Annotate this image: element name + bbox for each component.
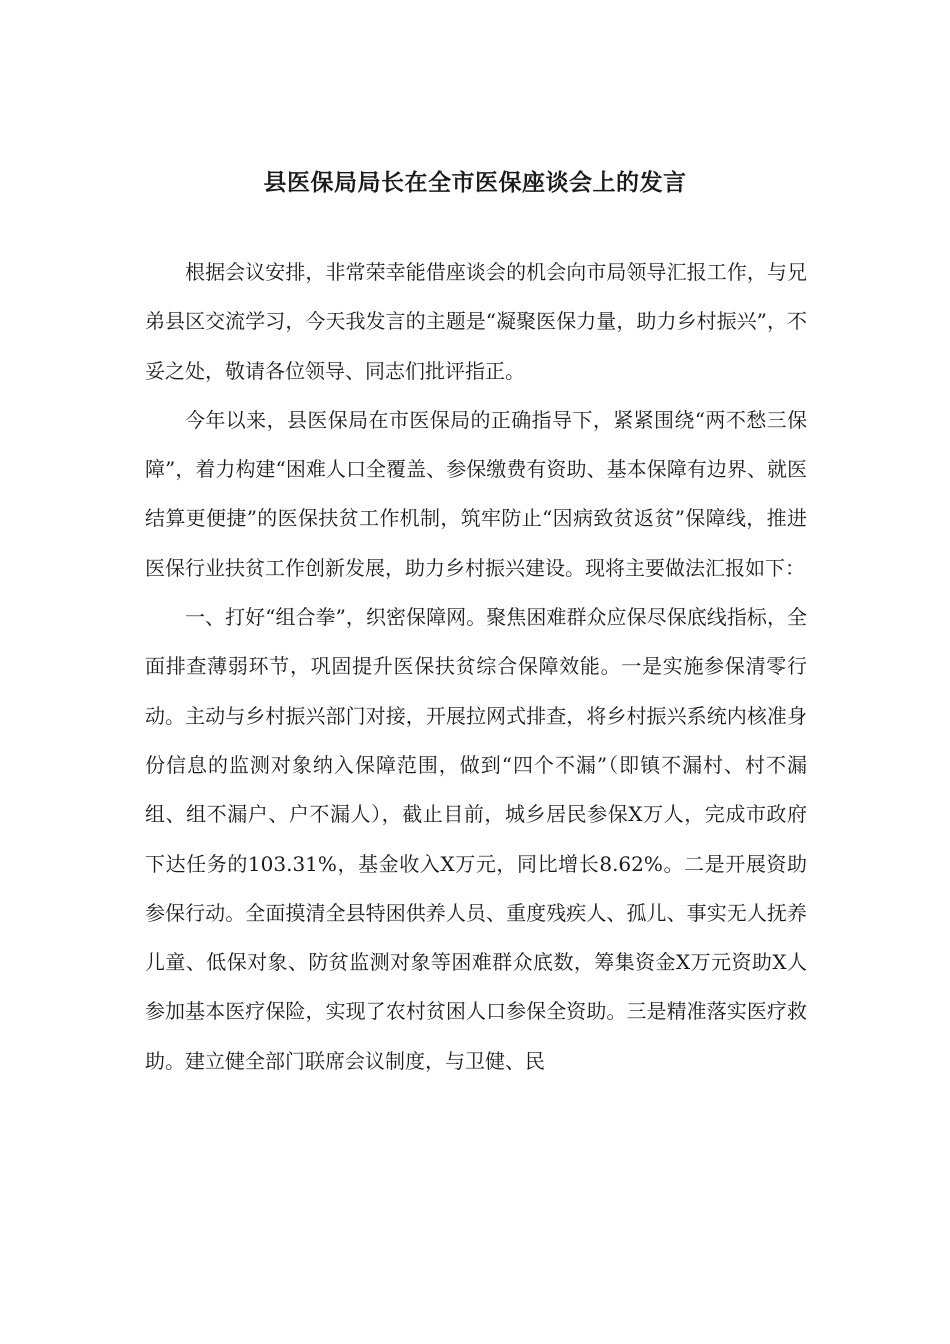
paragraph-intro: 根据会议安排，非常荣幸能借座谈会的机会向市局领导汇报工作，与兄弟县区交流学习，今天我发言的主题是“凝聚医保力量，助力乡村振兴”，不妥之处，敬请各位领导、同志们批评指正。 [145, 260, 807, 383]
document-body [145, 248, 807, 1086]
paragraph-overview: 今年以来，县医保局在市医保局的正确指导下，紧紧围绕“两不愁三保障”，着力构建“困难人口全覆盖、参保缴费有资助、基本保障有边界、就医结算更便捷”的医保扶贫工作机制，筑牢防止“因病致贫返贫”保障线，推进医保行业扶贫工作创新发展，助力乡村振兴建设。现将主要做法汇报如下： [145, 407, 807, 580]
paragraph-section-one: 一、打好“组合拳”，织密保障网。聚焦困难群众应保尽保底线指标，全面排查薄弱环节，巩固提升医保扶贫综合保障效能。一是实施参保清零行动。主动与乡村振兴部门对接，开展拉网式排查，将乡村振兴系统内核准身份信息的监测对象纳入保障范围，做到“四个不漏”（即镇不漏村、村不漏组、组不漏户、户不漏人），截止目前，城乡居民参保X万人，完成市政府下达任务的103.31%，基金收入X万元，同比增长8.62%。二是开展资助参保行动。全面摸清全县特困供养人员、重度残疾人、孤儿、事实无人抚养儿童、低保对象、防贫监测对象等困难群众底数，筹集资金X万元资助X人参加基本医疗保险，实现了农村贫困人口参保全资助。三是精准落实医疗救助。建立健全部门联席会议制度，与卫健、民 [145, 605, 807, 1073]
document-title: 县医保局局长在全市医保座谈会上的发言 [263, 169, 687, 196]
